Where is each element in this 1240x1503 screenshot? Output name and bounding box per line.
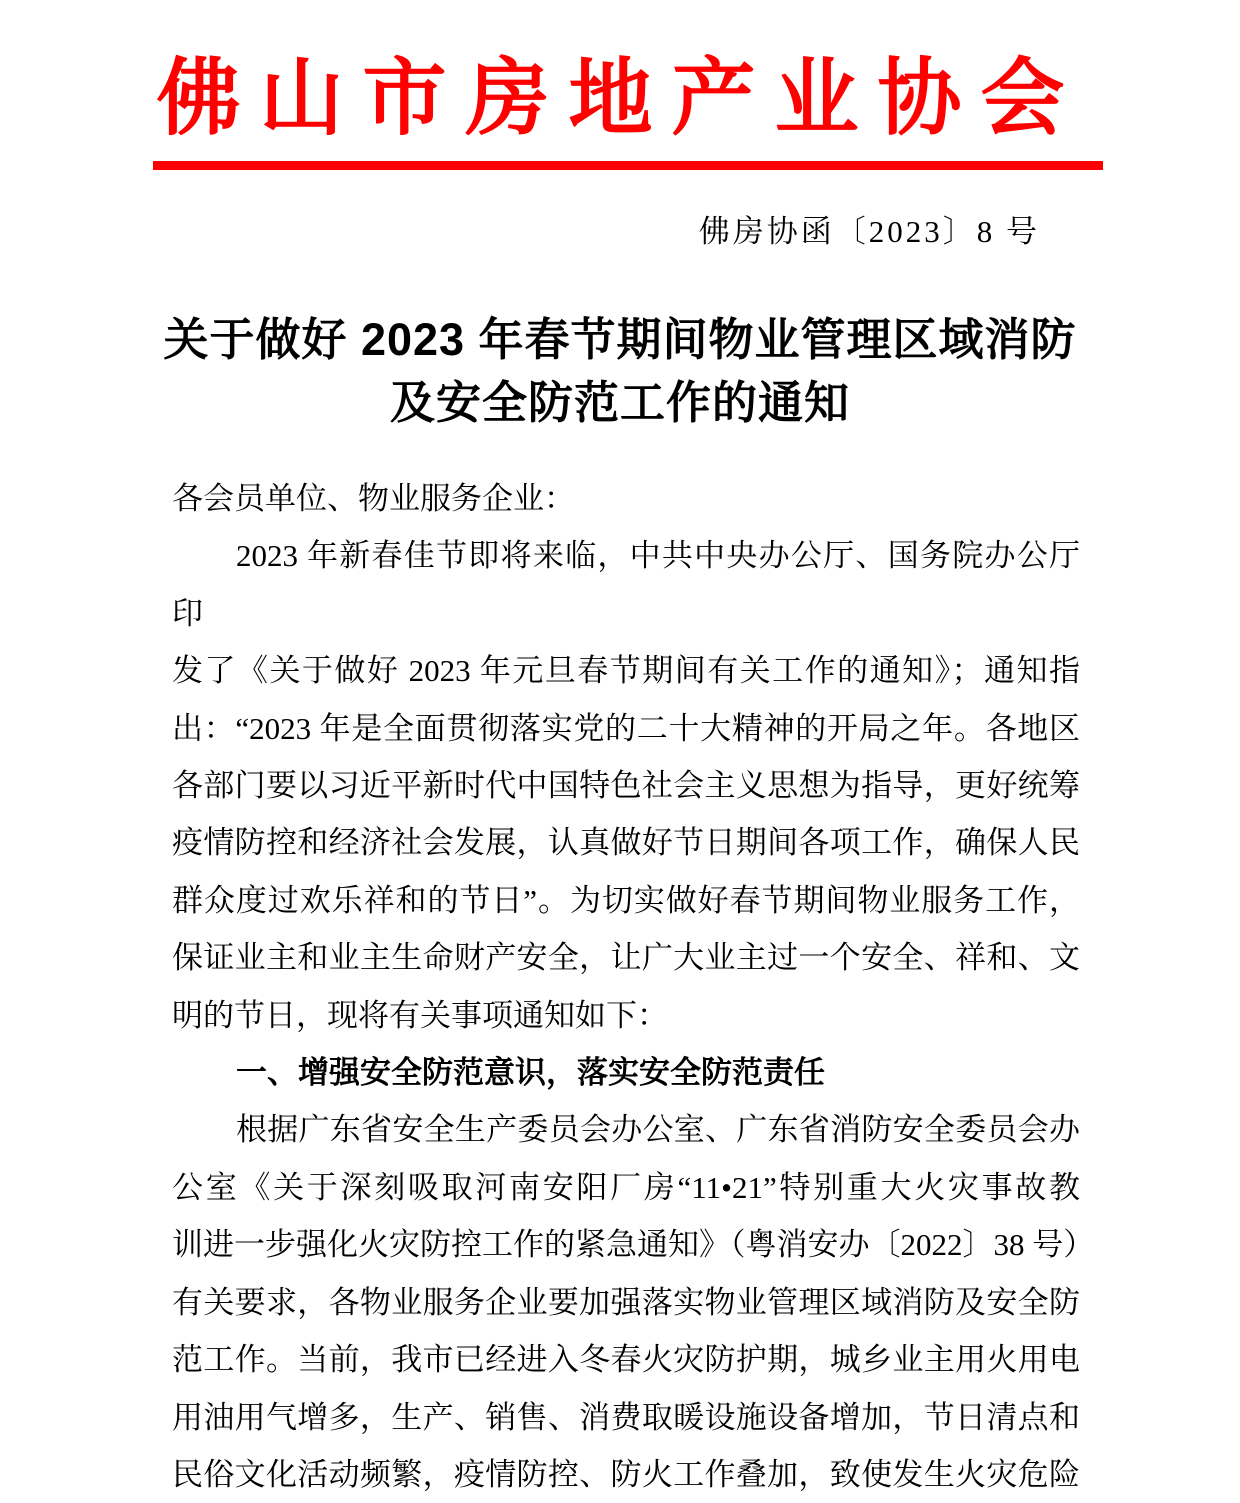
letterhead-rule <box>153 161 1103 170</box>
paragraph-2-line: 范工作。当前，我市已经进入冬春火灾防护期，城乡业主用火用电 <box>172 1342 1080 1378</box>
paragraph-2-line: 民俗文化活动频繁，疫情防控、防火工作叠加，致使发生火灾危险 <box>172 1456 1080 1492</box>
section-1-heading: 一、增强安全防范意识，落实安全防范责任 <box>236 1055 825 1091</box>
document-body <box>172 470 1095 1503</box>
salutation: 各会员单位、物业服务企业： <box>172 481 575 516</box>
paragraph-2-line: 训进一步强化火灾防控工作的紧急通知》（粤消安办〔2022〕38 号） <box>172 1227 1095 1263</box>
paragraph-2-line: 有关要求，各物业服务企业要加强落实物业管理区域消防及安全防 <box>172 1284 1080 1320</box>
paragraph-1-line: 群众度过欢乐祥和的节日”。为切实做好春节期间物业服务工作， <box>172 882 1080 918</box>
paragraph-2-line: 根据广东省安全生产委员会办公室、广东省消防安全委员会办 <box>236 1112 1080 1148</box>
paragraph-1-line: 发了《关于做好 2023 年元旦春节期间有关工作的通知》；通知指 <box>172 653 1080 689</box>
paragraph-2-line: 用油用气增多，生产、销售、消费取暖设施设备增加，节日清点和 <box>172 1399 1080 1435</box>
paragraph-1-line: 疫情防控和经济社会发展，认真做好节日期间各项工作，确保人民 <box>172 825 1080 861</box>
paragraph-1-line: 保证业主和业主生命财产安全，让广大业主过一个安全、祥和、文 <box>172 940 1080 976</box>
paragraph-1-line: 2023 年新春佳节即将来临，中共中央办公厅、国务院办公厅印 <box>172 538 1080 631</box>
document-title <box>0 308 1240 434</box>
paragraph-1-line: 明的节日，现将有关事项通知如下： <box>172 997 668 1033</box>
document-title-line-1: 关于做好 2023 年春节期间物业管理区域消防 <box>163 314 1077 365</box>
letterhead-org-name: 佛山市房地产业协会 <box>156 53 1084 146</box>
paragraph-2-line: 公室《关于深刻吸取河南安阳厂房“11•21”特别重大火灾事故教 <box>172 1169 1080 1205</box>
paragraph-1-line: 各部门要以习近平新时代中国特色社会主义思想为指导，更好统筹 <box>172 768 1080 804</box>
document-title-line-2: 及安全防范工作的通知 <box>389 377 850 428</box>
paragraph-1-line: 出：“2023 年是全面贯彻落实党的二十大精神的开局之年。各地区 <box>172 710 1080 746</box>
doc-number: 佛房协函〔2023〕8 号 <box>698 214 1040 249</box>
